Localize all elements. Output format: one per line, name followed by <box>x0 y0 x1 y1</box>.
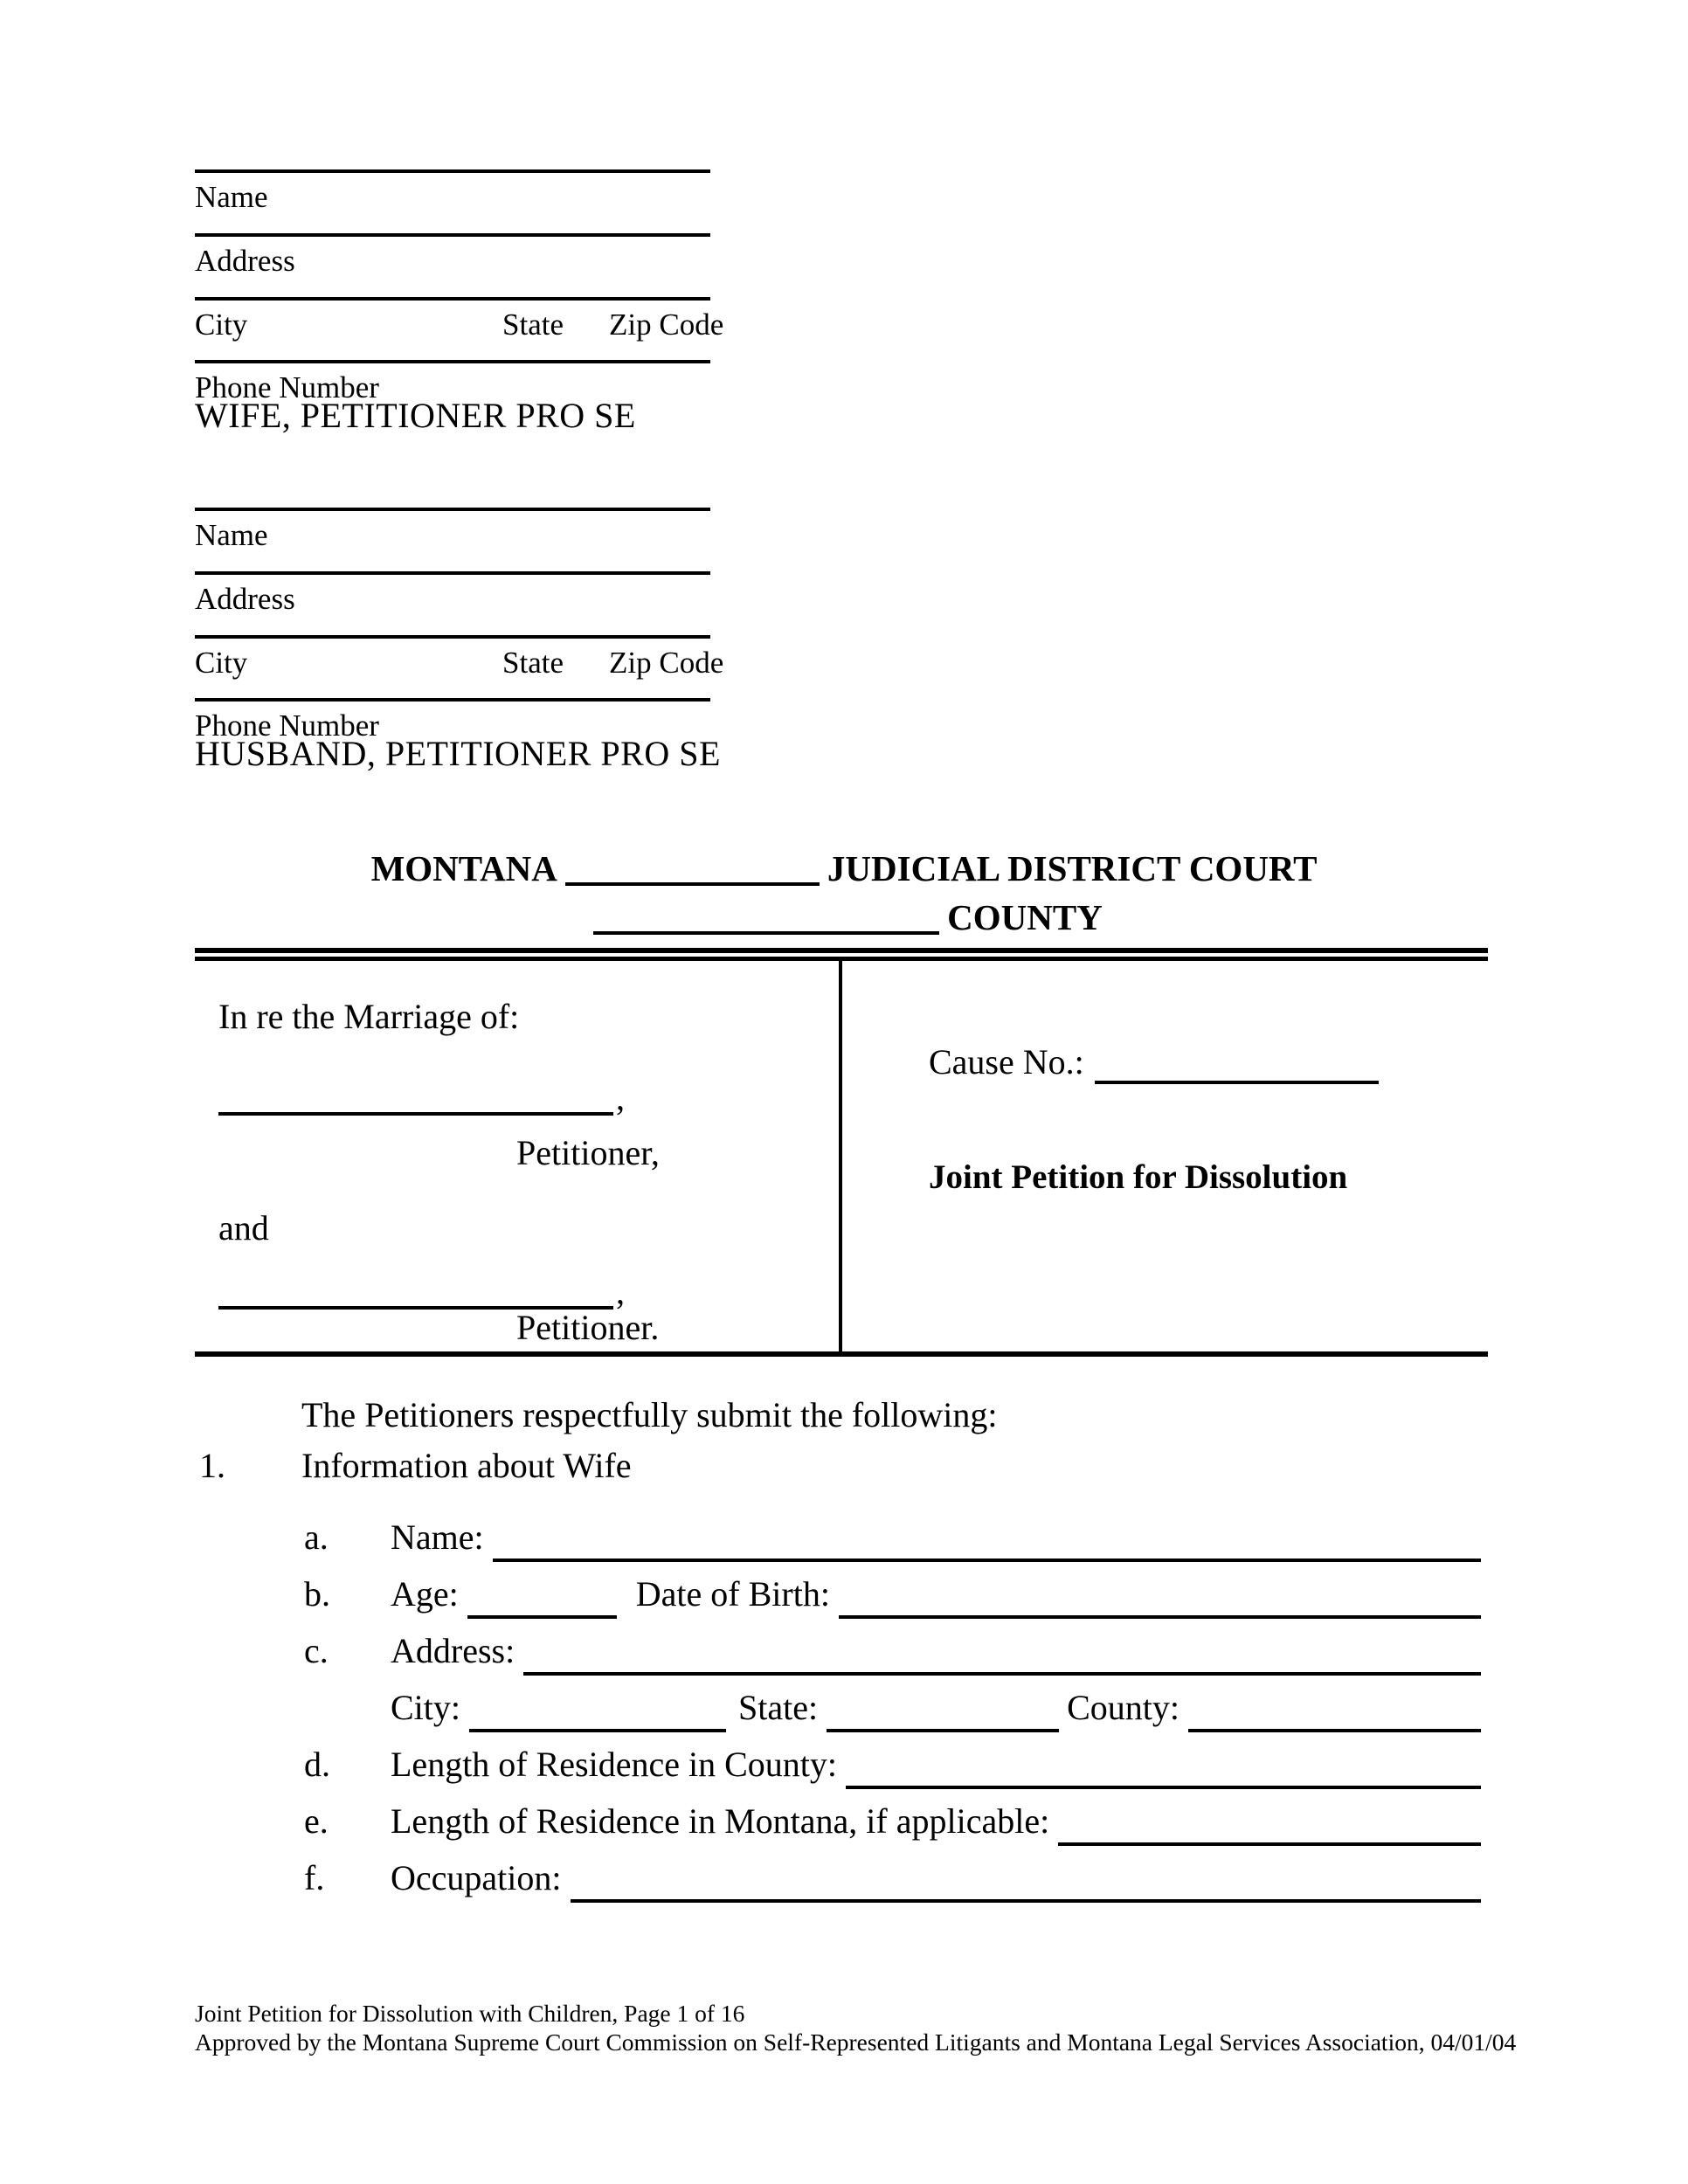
county-label: COUNTY <box>947 897 1103 937</box>
wife-county-field[interactable] <box>1188 1697 1481 1732</box>
wife-age-label: Age: <box>391 1574 459 1614</box>
wife-party-block <box>195 169 724 449</box>
wife-residence-montana-row <box>304 1800 1481 1846</box>
wife-name-row <box>304 1517 1481 1562</box>
footer-approval-line: Approved by the Montana Supreme Court Commission on Self-Represented Litigants and Montana Legal Services Association, 04/01/04 <box>195 2028 1517 2056</box>
caption-left-cell <box>218 961 834 1351</box>
row-a-letter: a. <box>304 1517 329 1557</box>
wife-residence-county-label: Length of Residence in County: <box>391 1745 838 1784</box>
caption-vertical-divider <box>839 961 842 1351</box>
petitioner-two-name-row <box>218 1267 625 1310</box>
wife-city-state-county-row <box>304 1687 1481 1732</box>
wife-block-name-line[interactable] <box>195 169 710 173</box>
row-e-letter: e. <box>304 1801 329 1841</box>
cause-number-field[interactable] <box>1095 1046 1379 1084</box>
petitioner-two-name-field[interactable] <box>218 1267 613 1310</box>
footer-title-page-line: Joint Petition for Dissolution with Children, Page 1 of 16 <box>195 2000 745 2027</box>
wife-block-name-label: Name <box>195 180 268 214</box>
wife-address-label: Address: <box>391 1631 515 1670</box>
husband-block-state-label: State <box>502 646 564 680</box>
wife-residence-county-row <box>304 1744 1481 1789</box>
wife-block-phone-label: Phone Number <box>195 370 379 404</box>
item-1-number: 1. <box>199 1446 225 1485</box>
wife-occupation-row <box>304 1857 1481 1903</box>
husband-block-phone-line[interactable] <box>195 698 710 702</box>
wife-role-caption: WIFE, PETITIONER PRO SE <box>195 396 636 435</box>
wife-address-row <box>304 1630 1481 1676</box>
wife-info-name-field[interactable] <box>493 1527 1481 1562</box>
petitioner-one-comma: , <box>616 1078 625 1117</box>
petitioner-one-name-row <box>218 1073 625 1116</box>
wife-occupation-field[interactable] <box>571 1868 1482 1903</box>
husband-block-address-line[interactable] <box>195 571 710 575</box>
court-heading <box>0 844 1688 942</box>
petitioner-one-name-field[interactable] <box>218 1073 613 1116</box>
husband-block-address-label: Address <box>195 582 295 616</box>
wife-block-state-label: State <box>502 308 564 342</box>
wife-block-city-state-zip-line[interactable] <box>195 297 710 301</box>
judicial-district-number-field[interactable] <box>565 856 820 886</box>
county-name-field[interactable] <box>593 905 939 935</box>
wife-city-field[interactable] <box>469 1697 726 1732</box>
wife-residence-montana-field[interactable] <box>1058 1811 1481 1846</box>
husband-block-name-label: Name <box>195 518 268 552</box>
husband-block-zip-label: Zip Code <box>609 646 724 680</box>
row-c-letter: c. <box>304 1631 329 1670</box>
wife-block-phone-line[interactable] <box>195 360 710 363</box>
wife-block-city-label: City <box>195 308 248 342</box>
husband-block-city-state-zip-line[interactable] <box>195 635 710 639</box>
row-f-letter: f. <box>304 1858 325 1897</box>
wife-dob-field[interactable] <box>839 1584 1481 1619</box>
petitioner-first-label: Petitioner, <box>516 1133 660 1172</box>
judicial-district-court-label: JUDICIAL DISTRICT COURT <box>827 848 1318 888</box>
wife-block-address-line[interactable] <box>195 233 710 237</box>
and-label: and <box>218 1208 269 1248</box>
wife-state-label: State: <box>738 1688 819 1727</box>
husband-block-city-label: City <box>195 646 248 680</box>
in-re-marriage-label: In re the Marriage of: <box>218 997 520 1036</box>
wife-county-label: County: <box>1067 1688 1180 1727</box>
wife-dob-label: Date of Birth: <box>635 1574 830 1614</box>
row-b-letter: b. <box>304 1574 330 1614</box>
cause-number-label: Cause No.: <box>929 1042 1084 1082</box>
wife-occupation-label: Occupation: <box>391 1858 562 1897</box>
wife-state-field[interactable] <box>827 1697 1059 1732</box>
wife-name-label: Name: <box>391 1517 484 1557</box>
wife-age-dob-row <box>304 1573 1481 1619</box>
wife-residence-county-field[interactable] <box>846 1754 1481 1789</box>
court-heading-line1 <box>0 844 1688 893</box>
petitioner-two-comma: , <box>616 1272 625 1311</box>
husband-block-name-line[interactable] <box>195 508 710 511</box>
wife-address-field[interactable] <box>523 1641 1481 1676</box>
wife-age-field[interactable] <box>467 1584 617 1619</box>
wife-residence-montana-label: Length of Residence in Montana, if applicable: <box>391 1801 1050 1841</box>
wife-block-address-label: Address <box>195 244 295 278</box>
court-state-label: MONTANA <box>370 848 557 888</box>
caption-top-double-rule <box>195 948 1488 961</box>
document-title: Joint Petition for Dissolution <box>929 1158 1348 1196</box>
item-1-title: Information about Wife <box>301 1446 632 1485</box>
husband-block-phone-label: Phone Number <box>195 708 379 743</box>
petitioners-intro-text: The Petitioners respectfully submit the following: <box>301 1395 998 1434</box>
cause-number-row <box>929 1042 1379 1084</box>
wife-block-zip-label: Zip Code <box>609 308 724 342</box>
row-d-letter: d. <box>304 1745 330 1784</box>
husband-party-block <box>195 508 724 787</box>
husband-role-caption: HUSBAND, PETITIONER PRO SE <box>195 734 721 773</box>
page-footer <box>195 1999 1516 2056</box>
petitioner-second-label: Petitioner. <box>516 1308 660 1347</box>
caption-box <box>195 961 1488 1357</box>
wife-city-label: City: <box>391 1688 461 1727</box>
court-heading-line2 <box>0 893 1688 942</box>
row-city-letter <box>304 1725 391 1732</box>
